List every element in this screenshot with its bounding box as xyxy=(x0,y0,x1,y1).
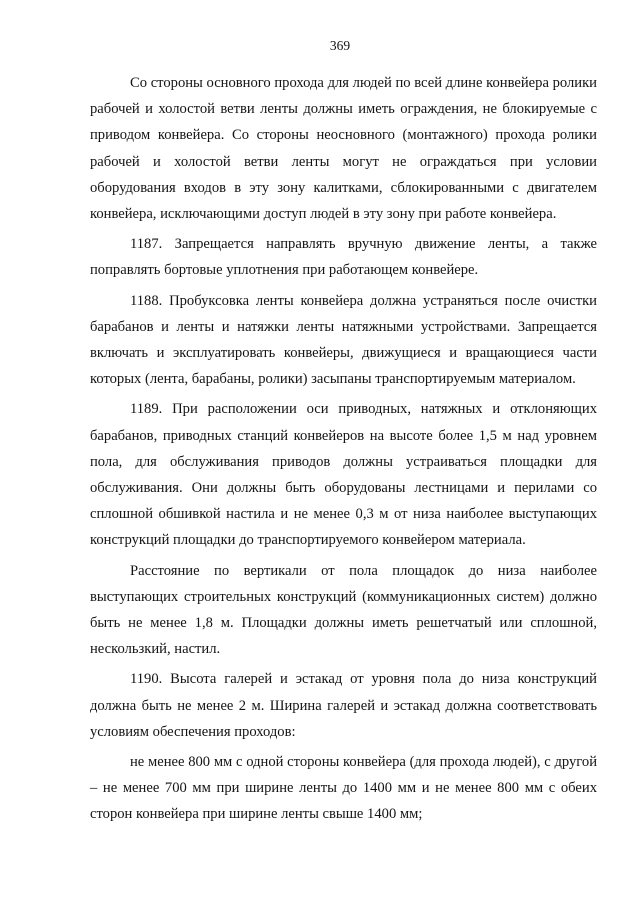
paragraph-1187: 1187. Запрещается направлять вручную движение ленты, а также поправлять бортовые уплотнения при работающем конвейере. xyxy=(90,236,597,279)
paragraph-conveyor-guards: Со стороны основного прохода для людей по всей длине конвейера ролики рабочей и холостой ветви ленты должны иметь ограждения, не блокируемые с приводом конвейера. Со стороны неосновного (монтажного) прохода ролики рабочей и холостой ветви ленты могут не ограждаться при условии оборудования входов в эту зону калитками, сблокированными с двигателем конвейера, исключающими доступ людей в эту зону при работе конвейера. xyxy=(90,75,597,223)
paragraph-1190: 1190. Высота галерей и эстакад от уровня пола до низа конструкций должна быть не менее 2 м. Ширина галерей и эстакад должна соответствовать условиям обеспечения проходов: xyxy=(90,671,597,740)
paragraph-1188: 1188. Пробуксовка ленты конвейера должна устраняться после очистки барабанов и ленты и натяжки ленты натяжными устройствами. Запрещается включать и эксплуатировать конвейеры, движущиеся и вращающиеся части которых (лента, барабаны, ролики) засыпаны транспортируемым материалом. xyxy=(90,292,597,388)
page-number: 369 xyxy=(329,38,351,53)
paragraph-1189: 1189. При расположении оси приводных, натяжных и отклоняющих барабанов, приводных станций конвейеров на высоте более 1,5 м над уровнем пола, для обслуживания приводов должны устраиваться площадки для обслуживания. Они должны быть оборудованы лестницами и перилами со сплошной обшивкой настила и не менее 0,3 м от низа наиболее выступающих конструкций площадки до транспортируемого конвейером материала. xyxy=(90,401,597,549)
paragraph-passage-widths: не менее 800 мм с одной стороны конвейера (для прохода людей), с другой – не менее 700 мм при ширине ленты до 1400 мм и не менее 800 мм с обеих сторон конвейера при ширине ленты свыше 1400 мм; xyxy=(90,754,597,823)
document-body xyxy=(90,70,597,828)
paragraph-vertical-distance: Расстояние по вертикали от пола площадок до низа наиболее выступающих строительных конструкций (коммуникационных систем) должно быть не менее 1,8 м. Площадки должны иметь решетчатый или сплошной, нескользкий, настил. xyxy=(90,562,597,658)
